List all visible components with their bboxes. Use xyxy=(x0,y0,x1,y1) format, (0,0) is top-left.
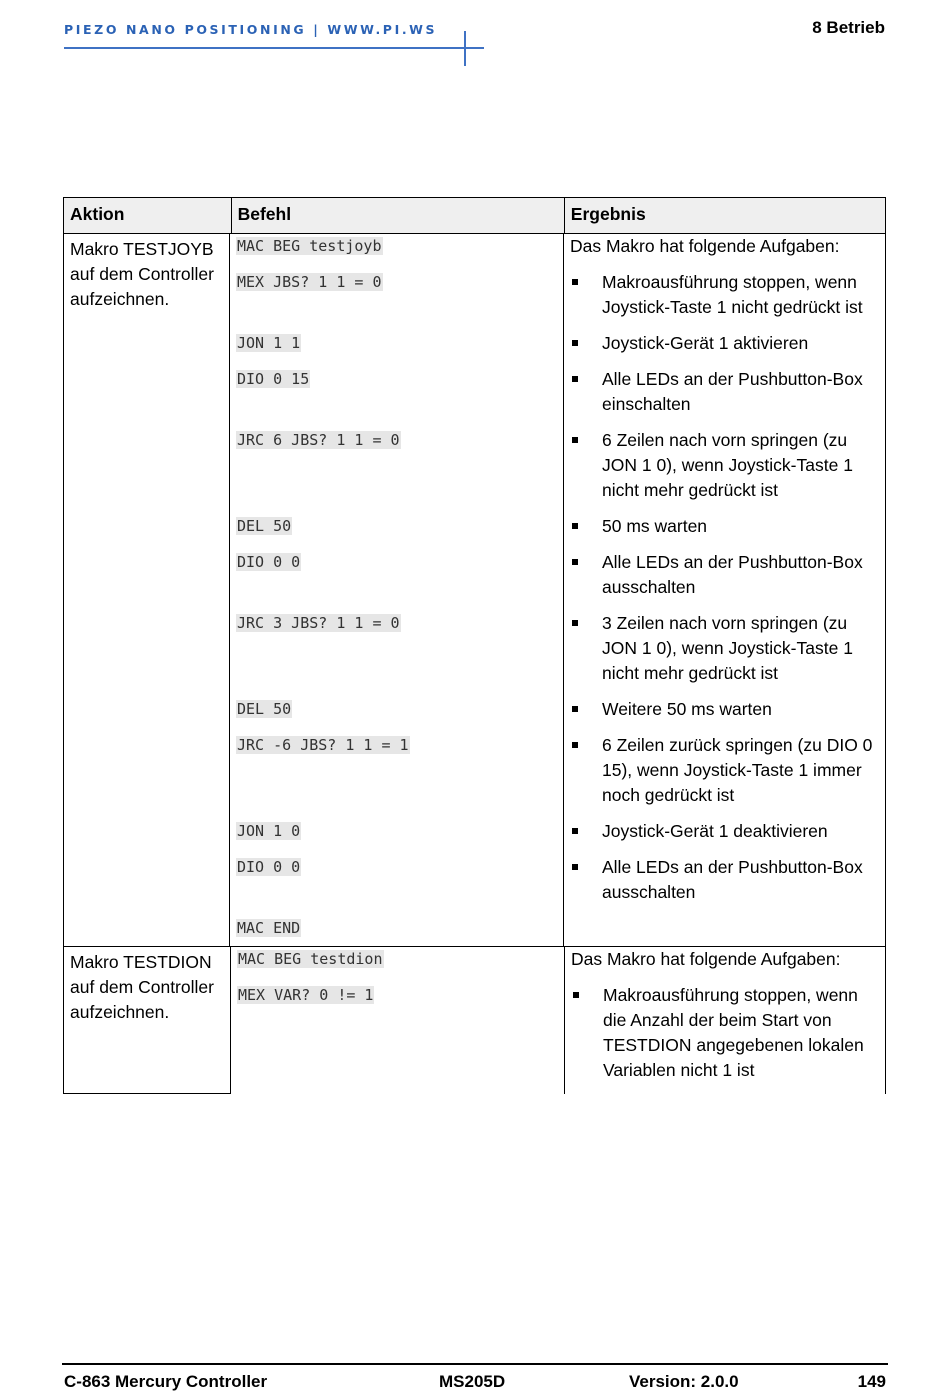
command-cell xyxy=(231,983,565,1094)
footer-rule xyxy=(62,1363,888,1365)
command-code: JRC -6 JBS? 1 1 = 1 xyxy=(237,736,409,754)
result-text: 6 Zeilen nach vorn springen (zu JON 1 0), wenn Joystick-Taste 1 nicht mehr gedrückt ist xyxy=(602,430,853,500)
bullet-icon xyxy=(572,559,578,565)
result-empty xyxy=(564,916,885,946)
footer-version: Version: 2.0.0 xyxy=(629,1372,739,1391)
result-text: Weitere 50 ms warten xyxy=(602,699,772,719)
bullet-icon xyxy=(572,376,578,382)
command-code: MEX JBS? 1 1 = 0 xyxy=(237,273,382,291)
footer-page-number: 149 xyxy=(857,1372,886,1391)
command-code: JRC 6 JBS? 1 1 = 0 xyxy=(237,431,400,449)
command-cell xyxy=(230,697,564,733)
command-code: DIO 0 0 xyxy=(237,553,301,571)
table-header-row xyxy=(63,197,886,234)
command-code: MAC END xyxy=(237,919,301,937)
command-cell xyxy=(230,270,564,331)
result-intro: Das Makro hat folgende Aufgaben: xyxy=(570,236,840,256)
table-row xyxy=(63,947,886,1094)
command-code: DIO 0 0 xyxy=(237,858,301,876)
command-cell xyxy=(231,947,565,983)
result-item xyxy=(564,514,885,550)
bullet-icon xyxy=(572,437,578,443)
bullet-icon xyxy=(572,706,578,712)
column-header-ergebnis: Ergebnis xyxy=(570,204,646,224)
command-code: JON 1 0 xyxy=(237,822,301,840)
bullet-icon xyxy=(572,828,578,834)
result-text: Joystick-Gerät 1 deaktivieren xyxy=(602,821,828,841)
result-item xyxy=(564,270,885,331)
command-cell xyxy=(230,331,564,367)
command-code: DIO 0 15 xyxy=(237,370,310,388)
chapter-title: 8 Betrieb xyxy=(812,18,885,37)
command-cell xyxy=(230,234,564,270)
result-text: Alle LEDs an der Pushbutton-Box einschalten xyxy=(602,369,863,414)
result-item xyxy=(564,331,885,367)
command-code: JON 1 1 xyxy=(237,334,301,352)
command-code: DEL 50 xyxy=(237,700,292,718)
command-cell xyxy=(230,916,564,946)
footer-doc-id: MS205D xyxy=(439,1372,506,1391)
result-text: Makroausführung stoppen, wenn die Anzahl der beim Start von TESTDION angegebenen lokalen Variablen nicht 1 ist xyxy=(603,985,864,1080)
result-text: Alle LEDs an der Pushbutton-Box ausschalten xyxy=(602,857,863,902)
command-cell xyxy=(230,514,564,550)
command-code: DEL 50 xyxy=(237,517,292,535)
command-cell xyxy=(230,428,564,514)
result-text: 6 Zeilen zurück springen (zu DIO 0 15), wenn Joystick-Taste 1 immer noch gedrückt ist xyxy=(602,735,873,805)
result-text: Joystick-Gerät 1 aktivieren xyxy=(602,333,809,353)
result-text: 50 ms warten xyxy=(602,516,708,536)
column-header-befehl: Befehl xyxy=(232,198,565,233)
table-row xyxy=(63,234,886,947)
result-text: Makroausführung stoppen, wenn Joystick-Taste 1 nicht gedrückt ist xyxy=(602,272,863,317)
header-rule xyxy=(64,47,482,49)
bullet-icon xyxy=(573,992,579,998)
command-code: MAC BEG testjoyb xyxy=(237,237,382,255)
result-text: Alle LEDs an der Pushbutton-Box ausschalten xyxy=(602,552,863,597)
command-cell xyxy=(230,855,564,916)
command-code: MAC BEG testdion xyxy=(238,950,383,968)
bullet-icon xyxy=(572,864,578,870)
logo-crosshair-horizontal xyxy=(448,47,484,49)
command-code: JRC 3 JBS? 1 1 = 0 xyxy=(237,614,400,632)
command-cell xyxy=(230,733,564,819)
column-header-aktion: Aktion xyxy=(64,198,232,233)
result-text: 3 Zeilen nach vorn springen (zu JON 1 0), wenn Joystick-Taste 1 nicht mehr gedrückt ist xyxy=(602,613,853,683)
command-result-block xyxy=(231,947,886,1094)
result-item xyxy=(564,550,885,611)
bullet-icon xyxy=(572,742,578,748)
bullet-icon xyxy=(572,340,578,346)
command-cell xyxy=(230,611,564,697)
result-item xyxy=(564,611,885,697)
logo-crosshair-vertical xyxy=(464,31,466,66)
bullet-icon xyxy=(572,620,578,626)
bullet-icon xyxy=(572,523,578,529)
action-cell: Makro TESTDION auf dem Controller aufzeichnen. xyxy=(63,947,231,1094)
footer-product: C-863 Mercury Controller xyxy=(64,1372,268,1391)
result-item xyxy=(564,697,885,733)
command-cell xyxy=(230,367,564,428)
bullet-icon xyxy=(572,279,578,285)
result-item xyxy=(564,855,885,916)
result-intro: Das Makro hat folgende Aufgaben: xyxy=(565,947,886,983)
macro-table xyxy=(63,197,886,1094)
command-cell xyxy=(230,550,564,611)
action-cell: Makro TESTJOYB auf dem Controller aufzeichnen. xyxy=(64,234,230,946)
command-code: MEX VAR? 0 != 1 xyxy=(238,986,374,1004)
command-result-block xyxy=(230,234,885,946)
result-item xyxy=(564,428,885,514)
result-item xyxy=(564,733,885,819)
result-item xyxy=(565,983,886,1094)
brand-logo-text: PIEZO NANO POSITIONING | WWW.PI.WS xyxy=(64,22,438,37)
result-item xyxy=(564,367,885,428)
result-item xyxy=(564,819,885,855)
command-cell xyxy=(230,819,564,855)
